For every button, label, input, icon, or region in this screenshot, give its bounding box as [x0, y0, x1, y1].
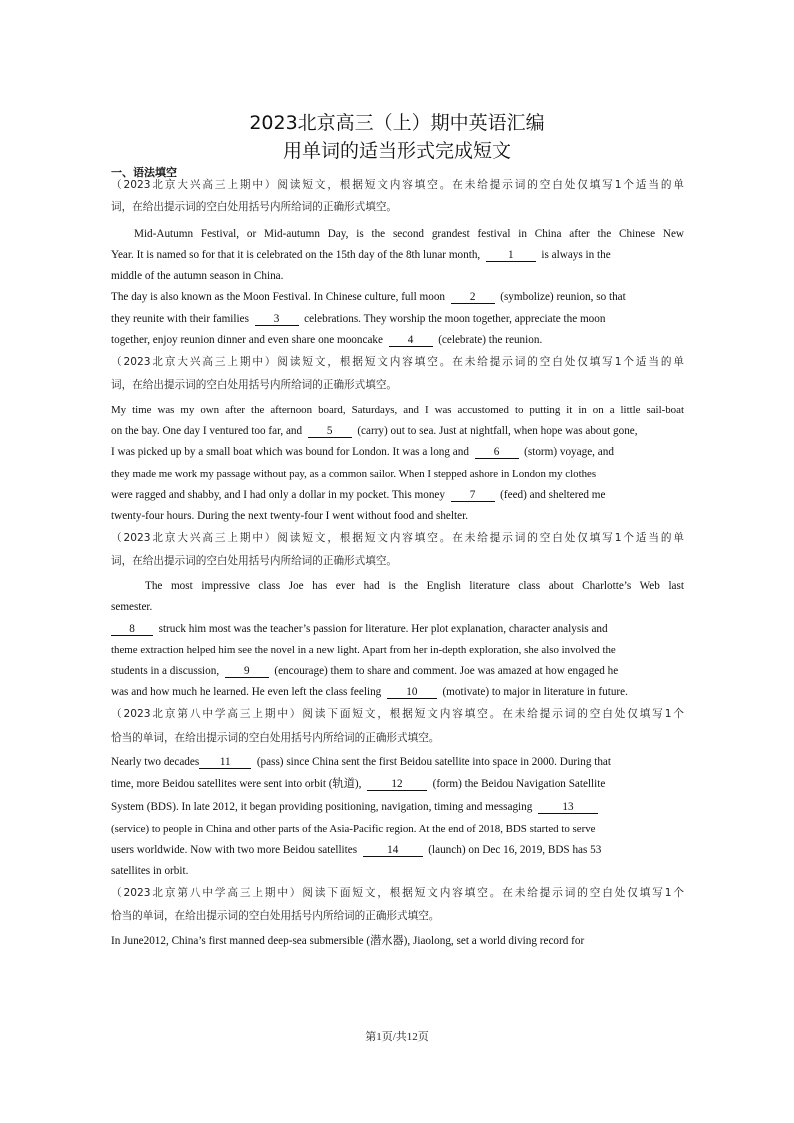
- answer-blank[interactable]: 5: [308, 425, 352, 438]
- passage-text-line: they reunite with their families 3 celebrations. They worship the moon together, appreciate the moon: [111, 313, 606, 325]
- passage-source-note: （2023北京大兴高三上期中）阅读短文，根据短文内容填空。在未给提示词的空白处仅填写1个适当的单: [111, 532, 684, 544]
- page-number: 第1页/共12页: [365, 1031, 429, 1043]
- passage-source-note: （2023北京大兴高三上期中）阅读短文，根据短文内容填空。在未给提示词的空白处仅填写1个适当的单: [111, 356, 684, 368]
- passage-text-line: theme extraction helped him see the novel in a new light. Apart from her in-depth exploration, she also involved the: [111, 644, 616, 656]
- passage-text-line: was and how much he learned. He even left the class feeling 10 (motivate) to major in literature in future.: [111, 686, 628, 698]
- passage-text-line: The most impressive class Joe has ever had is the English literature class about Charlotte’s Web last: [145, 580, 684, 592]
- passage-text-line: satellites in orbit.: [111, 865, 189, 877]
- passage-text-line: semester.: [111, 601, 153, 613]
- passage-instruction: 词，在给出提示词的空白处用括号内所给词的正确形式填空。: [111, 379, 398, 391]
- answer-blank[interactable]: 10: [387, 686, 437, 699]
- passage-source-note: （2023北京大兴高三上期中）阅读短文，根据短文内容填空。在未给提示词的空白处仅填写1个适当的单: [111, 179, 684, 191]
- answer-blank[interactable]: 9: [225, 665, 269, 678]
- answer-blank[interactable]: 14: [363, 844, 423, 857]
- passage-text-line: they made me work my passage without pay, as a common sailor. When I stepped ashore in London my clothes: [111, 468, 597, 480]
- passage-text-line: System (BDS). In late 2012, it began providing positioning, navigation, timing and messaging 13: [111, 800, 684, 814]
- passage-text-line: on the bay. One day I ventured too far, and 5 (carry) out to sea. Just at nightfall, when hope was about gone,: [111, 425, 638, 437]
- passage-text-line: (service) to people in China and other parts of the Asia-Pacific region. At the end of 2018, BDS started to serve: [111, 823, 596, 835]
- answer-blank[interactable]: 8: [111, 623, 153, 636]
- passage-text-line: users worldwide. Now with two more Beidou satellites 14 (launch) on Dec 16, 2019, BDS has 53: [111, 844, 602, 856]
- passage-instruction: 恰当的单词，在给出提示词的空白处用括号内所给词的正确形式填空。: [111, 732, 440, 744]
- passage-text-line: time, more Beidou satellites were sent into orbit (轨道), 12 (form) the Beidou Navigation Satellite: [111, 778, 606, 790]
- passage-text-line: were ragged and shabby, and I had only a dollar in my pocket. This money 7 (feed) and sheltered me: [111, 489, 606, 501]
- answer-blank[interactable]: 13: [538, 801, 598, 814]
- passage-text-line: The day is also known as the Moon Festival. In Chinese culture, full moon 2 (symbolize) reunion, so that: [111, 291, 626, 303]
- answer-blank[interactable]: 1: [486, 249, 536, 262]
- document-subtitle: 用单词的适当形式完成短文: [282, 140, 511, 162]
- answer-blank[interactable]: 3: [255, 313, 299, 326]
- passage-text-line: Mid-Autumn Festival, or Mid-autumn Day, is the second grandest festival in China after the Chinese New: [134, 228, 684, 240]
- answer-blank[interactable]: 2: [451, 291, 495, 304]
- passage-text-line: Nearly two decades 11 (pass) since China sent the first Beidou satellite into space in 2000. During that: [111, 756, 612, 768]
- passage-instruction: 词，在给出提示词的空白处用括号内所给词的正确形式填空。: [111, 201, 398, 213]
- passage-text-line: twenty-four hours. During the next twenty-four I went without food and shelter.: [111, 510, 468, 522]
- passage-instruction: 词，在给出提示词的空白处用括号内所给词的正确形式填空。: [111, 555, 398, 567]
- passage-text-line: together, enjoy reunion dinner and even share one mooncake 4 (celebrate) the reunion.: [111, 334, 543, 346]
- passage-text-line: In June2012, China’s first manned deep-sea submersible (潜水器), Jiaolong, set a world diving record for: [111, 935, 585, 947]
- passage-text-line: My time was my own after the afternoon board, Saturdays, and I was accustomed to putting it in on a little sail-boat: [111, 404, 684, 416]
- passage-text-line: Year. It is named so for that it is celebrated on the 15th day of the 8th lunar month, 1 is always in the: [111, 249, 611, 261]
- passage-instruction: 恰当的单词，在给出提示词的空白处用括号内所给词的正确形式填空。: [111, 910, 440, 922]
- answer-blank[interactable]: 6: [475, 446, 519, 459]
- passage-text-line: students in a discussion, 9 (encourage) them to share and comment. Joe was amazed at how engaged he: [111, 665, 619, 677]
- passage-source-note: （2023北京第八中学高三上期中）阅读下面短文，根据短文内容填空。在未给提示词的空白处仅填写1个: [111, 887, 684, 899]
- answer-blank[interactable]: 11: [199, 756, 251, 769]
- passage-text-line: 8 struck him most was the teacher’s passion for literature. Her plot explanation, character analysis and: [111, 622, 684, 636]
- passage-text-line: I was picked up by a small boat which was bound for London. It was a long and 6 (storm) voyage, and: [111, 446, 614, 458]
- passage-source-note: （2023北京第八中学高三上期中）阅读下面短文，根据短文内容填空。在未给提示词的空白处仅填写1个: [111, 708, 684, 720]
- answer-blank[interactable]: 4: [389, 334, 433, 347]
- passage-text-line: middle of the autumn season in China.: [111, 270, 284, 282]
- answer-blank[interactable]: 12: [367, 778, 427, 791]
- document-title: 2023北京高三（上）期中英语汇编: [249, 112, 545, 134]
- answer-blank[interactable]: 7: [451, 489, 495, 502]
- section-heading: 一、语法填空: [111, 166, 177, 179]
